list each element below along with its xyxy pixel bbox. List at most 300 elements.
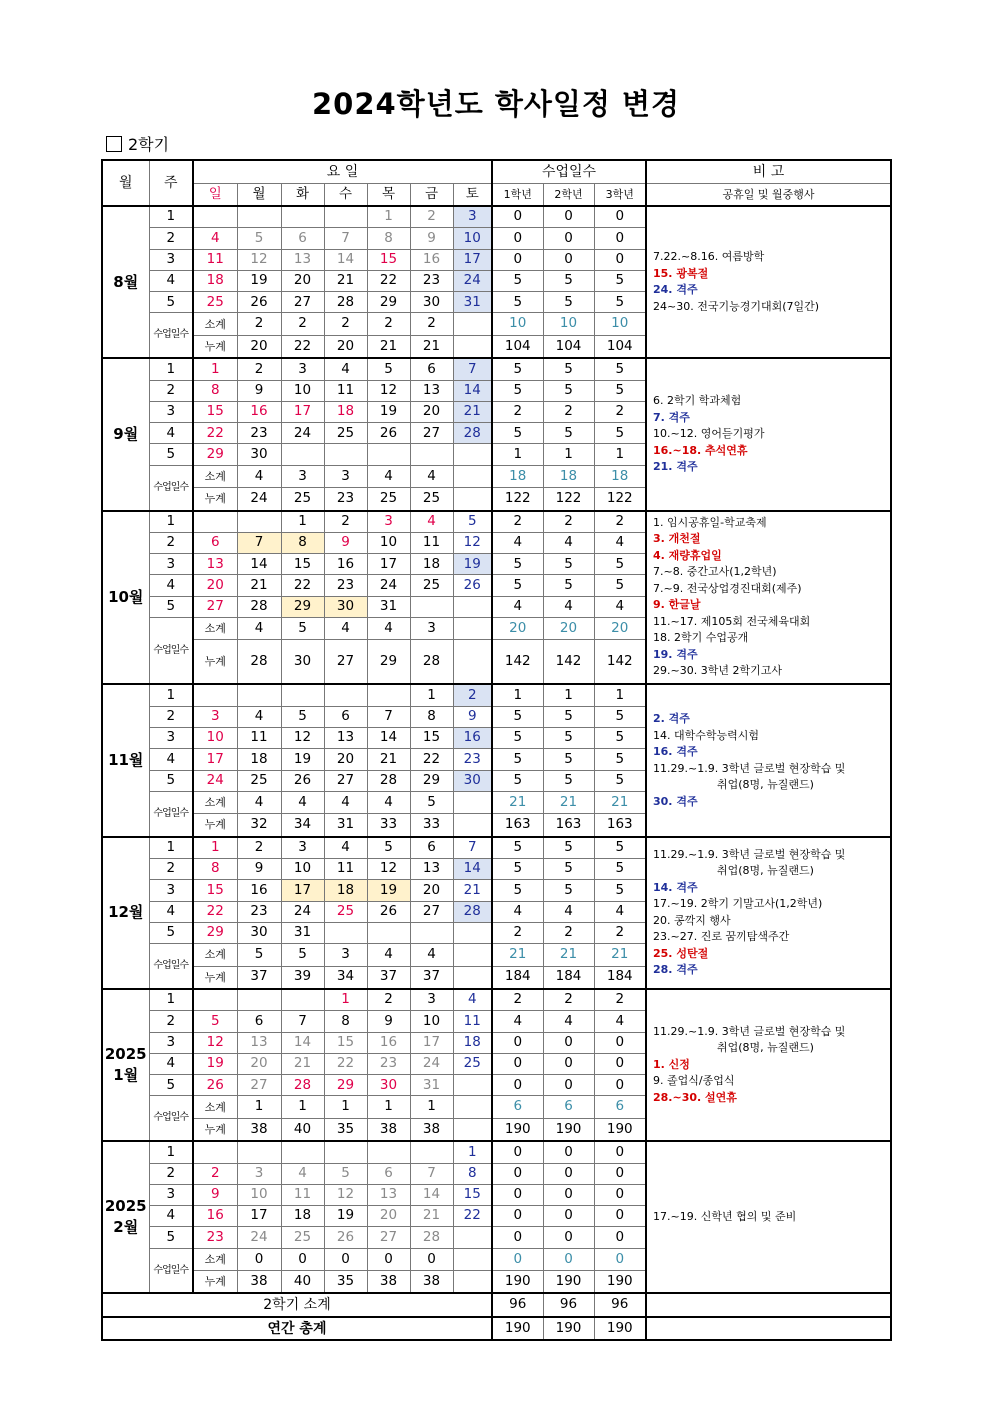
week-number: 4 (149, 423, 193, 444)
cumulative-grade: 184 (594, 966, 646, 989)
day-cell: 12 (237, 249, 281, 270)
cumulative-empty (453, 814, 492, 837)
header-days-group: 요 일 (193, 160, 492, 184)
day-cell: 10 (281, 380, 324, 401)
day-cell: 3 (281, 837, 324, 859)
week-number: 4 (149, 1206, 193, 1227)
day-cell (410, 596, 453, 617)
cumulative-day: 37 (410, 966, 453, 989)
class-days-cell: 1 (492, 444, 543, 465)
day-cell: 26 (324, 1227, 367, 1248)
class-days-cell: 5 (492, 837, 543, 859)
note-item: 21. 격주 (653, 460, 698, 474)
day-cell: 8 (453, 1163, 492, 1184)
day-cell: 17 (410, 1032, 453, 1053)
note-item: 6. 2학기 학과체험 (653, 394, 742, 408)
note-item: 3. 개천절 (653, 532, 701, 546)
cumulative-day: 39 (281, 966, 324, 989)
cumulative-day: 33 (367, 814, 410, 837)
cumulative-day: 25 (367, 488, 410, 511)
week-number: 2 (149, 858, 193, 879)
day-cell: 7 (281, 1011, 324, 1032)
class-days-cell: 4 (492, 1011, 543, 1032)
day-cell (281, 1141, 324, 1163)
day-cell: 27 (324, 770, 367, 791)
class-days-cell: 0 (543, 1206, 594, 1227)
day-cell (453, 444, 492, 465)
day-cell (453, 596, 492, 617)
day-cell: 6 (237, 1011, 281, 1032)
subtotal-grade: 10 (543, 313, 594, 335)
cumulative-grade: 184 (543, 966, 594, 989)
day-cell: 25 (324, 901, 367, 922)
cumulative-day: 30 (281, 640, 324, 685)
week-row (102, 358, 891, 380)
month-notes (646, 989, 891, 1141)
day-cell: 6 (193, 532, 237, 553)
day-cell: 3 (237, 1163, 281, 1184)
day-cell: 5 (324, 1163, 367, 1184)
annual-total-row-grade: 190 (543, 1317, 594, 1340)
day-cell: 11 (237, 728, 281, 749)
class-days-cell: 0 (543, 1163, 594, 1184)
day-cell: 4 (410, 511, 453, 533)
day-cell: 18 (281, 1206, 324, 1227)
day-cell: 29 (324, 1075, 367, 1096)
day-cell (453, 1075, 492, 1096)
header-grade-1: 1학년 (492, 184, 543, 207)
class-days-cell: 0 (492, 1184, 543, 1205)
month-notes (646, 837, 891, 989)
class-days-cell: 2 (543, 989, 594, 1011)
subtotal-day: 0 (237, 1248, 281, 1270)
day-cell: 21 (453, 401, 492, 422)
week-row (102, 1141, 891, 1163)
note-item: 24~30. 전국기능경기대회(7일간) (653, 299, 820, 313)
day-cell: 30 (367, 1075, 410, 1096)
cumulative-grade: 104 (543, 335, 594, 358)
week-number: 2 (149, 228, 193, 249)
month-label (102, 837, 149, 989)
cumulative-grade: 163 (543, 814, 594, 837)
subtotal-grade: 0 (492, 1248, 543, 1270)
subtotal-day: 1 (281, 1096, 324, 1118)
class-days-cell: 5 (543, 270, 594, 291)
day-cell (410, 1141, 453, 1163)
day-cell: 24 (281, 423, 324, 444)
note-item: 14. 격주 (653, 880, 698, 894)
day-cell: 5 (281, 706, 324, 727)
subtotal-grade: 21 (543, 944, 594, 966)
note-item: 28.~30. 설연휴 (653, 1090, 737, 1104)
cumulative-empty (453, 335, 492, 358)
class-days-label: 수업일수 (149, 1248, 193, 1293)
day-cell: 28 (453, 901, 492, 922)
note-item: 취업(8명, 뉴질랜드) (717, 864, 814, 878)
class-days-cell: 5 (492, 292, 543, 313)
class-days-cell: 5 (492, 749, 543, 770)
day-cell: 8 (410, 706, 453, 727)
day-cell: 13 (410, 380, 453, 401)
month-label (102, 684, 149, 836)
class-days-cell: 0 (543, 249, 594, 270)
week-number: 4 (149, 575, 193, 596)
month-label (102, 1141, 149, 1293)
week-number: 3 (149, 1184, 193, 1205)
class-days-cell: 0 (543, 206, 594, 228)
class-days-cell: 0 (543, 1184, 594, 1205)
day-cell: 13 (281, 249, 324, 270)
day-cell: 23 (324, 575, 367, 596)
class-days-cell: 5 (492, 270, 543, 291)
class-days-cell: 4 (543, 1011, 594, 1032)
subtotal-grade: 6 (594, 1096, 646, 1118)
day-cell: 21 (324, 270, 367, 291)
day-cell (324, 922, 367, 943)
day-cell: 26 (453, 575, 492, 596)
day-cell: 8 (193, 380, 237, 401)
header-remarks-sub: 공휴일 및 월중행사 (646, 184, 891, 207)
class-days-cell: 5 (594, 575, 646, 596)
week-number: 1 (149, 511, 193, 533)
week-number: 2 (149, 380, 193, 401)
header-day-wed: 수 (324, 184, 367, 207)
class-days-cell: 5 (543, 358, 594, 380)
subtotal-day: 2 (367, 313, 410, 335)
day-cell: 27 (281, 292, 324, 313)
note-item: 2. 격주 (653, 712, 690, 726)
class-days-cell: 2 (492, 511, 543, 533)
note-item: 7.22.~8.16. 여름방학 (653, 250, 765, 264)
day-cell (237, 684, 281, 706)
cumulative-day: 35 (324, 1118, 367, 1141)
day-cell: 20 (237, 1053, 281, 1074)
week-number: 5 (149, 596, 193, 617)
day-cell: 28 (281, 1075, 324, 1096)
cumulative-day: 20 (237, 335, 281, 358)
day-cell: 10 (453, 228, 492, 249)
day-cell: 11 (193, 249, 237, 270)
class-days-cell: 0 (492, 1032, 543, 1053)
month-label-line: 8월 (113, 272, 139, 291)
class-days-cell: 5 (492, 575, 543, 596)
day-cell: 28 (453, 423, 492, 444)
subtotal-day: 5 (410, 791, 453, 813)
cumulative-grade: 190 (594, 1271, 646, 1294)
week-row (102, 684, 891, 706)
day-cell: 21 (453, 880, 492, 901)
subtotal-grade: 21 (594, 944, 646, 966)
day-cell: 19 (324, 1206, 367, 1227)
note-item: 17.~19. 신학년 협의 및 준비 (653, 1210, 797, 1224)
header-day-fri: 금 (410, 184, 453, 207)
day-cell: 24 (453, 270, 492, 291)
week-row (102, 511, 891, 533)
day-cell: 14 (324, 249, 367, 270)
day-cell: 28 (410, 1227, 453, 1248)
subtotal-empty (453, 313, 492, 335)
day-cell: 11 (281, 1184, 324, 1205)
month-label-line: 10월 (108, 587, 144, 606)
day-cell: 23 (237, 423, 281, 444)
day-cell: 11 (410, 532, 453, 553)
cumulative-empty (453, 1118, 492, 1141)
day-cell: 6 (324, 706, 367, 727)
day-cell: 20 (367, 1206, 410, 1227)
class-days-cell: 5 (543, 380, 594, 401)
class-days-cell: 0 (594, 206, 646, 228)
day-cell: 19 (237, 270, 281, 291)
subtotal-grade: 20 (492, 618, 543, 640)
day-cell: 3 (453, 206, 492, 228)
day-cell: 4 (324, 837, 367, 859)
week-number: 4 (149, 270, 193, 291)
cumulative-day: 24 (237, 488, 281, 511)
class-days-label: 수업일수 (149, 944, 193, 989)
cumulative-empty (453, 488, 492, 511)
subtotal-day: 0 (281, 1248, 324, 1270)
subtotal-grade: 20 (594, 618, 646, 640)
subtotal-label: 소계 (193, 618, 237, 640)
class-days-cell: 0 (594, 1053, 646, 1074)
week-number: 1 (149, 989, 193, 1011)
week-number: 4 (149, 1053, 193, 1074)
day-cell: 10 (281, 858, 324, 879)
day-cell: 16 (453, 728, 492, 749)
subtotal-day: 1 (324, 1096, 367, 1118)
month-notes (646, 511, 891, 685)
day-cell: 22 (367, 270, 410, 291)
day-cell: 8 (193, 858, 237, 879)
subtotal-grade: 0 (543, 1248, 594, 1270)
day-cell: 25 (281, 1227, 324, 1248)
day-cell: 10 (367, 532, 410, 553)
week-number: 3 (149, 554, 193, 575)
cumulative-grade: 142 (492, 640, 543, 685)
class-days-cell: 5 (594, 770, 646, 791)
note-item: 1. 신정 (653, 1057, 690, 1071)
day-cell: 29 (410, 770, 453, 791)
subtotal-empty (453, 1096, 492, 1118)
subtotal-day: 3 (324, 944, 367, 966)
class-days-cell: 5 (543, 728, 594, 749)
week-number: 2 (149, 706, 193, 727)
subtotal-day: 5 (281, 944, 324, 966)
day-cell (410, 922, 453, 943)
day-cell: 24 (367, 575, 410, 596)
day-cell: 19 (193, 1053, 237, 1074)
header-week: 주 (149, 160, 193, 206)
header-day-tue: 화 (281, 184, 324, 207)
page-title: 2024학년도 학사일정 변경 (311, 87, 681, 121)
day-cell: 23 (367, 1053, 410, 1074)
day-cell: 22 (193, 901, 237, 922)
cumulative-day: 20 (324, 335, 367, 358)
month-label-line: 1월 (113, 1066, 139, 1085)
month-label-line: 2025 (104, 1197, 147, 1216)
subtotal-day: 4 (237, 465, 281, 487)
day-cell: 4 (237, 706, 281, 727)
cumulative-grade: 190 (492, 1271, 543, 1294)
note-item: 18. 2학기 수업공개 (653, 631, 749, 645)
cumulative-day: 32 (237, 814, 281, 837)
day-cell: 30 (324, 596, 367, 617)
day-cell: 28 (367, 770, 410, 791)
day-cell: 27 (237, 1075, 281, 1096)
class-days-cell: 0 (543, 1053, 594, 1074)
day-cell: 9 (193, 1184, 237, 1205)
day-cell: 12 (324, 1184, 367, 1205)
day-cell: 18 (324, 401, 367, 422)
class-days-cell: 0 (594, 1227, 646, 1248)
day-cell: 19 (367, 880, 410, 901)
cumulative-day: 34 (324, 966, 367, 989)
day-cell: 15 (281, 554, 324, 575)
header-row-top (102, 160, 891, 184)
cumulative-day: 25 (281, 488, 324, 511)
day-cell: 4 (324, 358, 367, 380)
day-cell: 21 (410, 1206, 453, 1227)
subtotal-day: 4 (324, 791, 367, 813)
header-day-thu: 목 (367, 184, 410, 207)
cumulative-day: 21 (410, 335, 453, 358)
day-cell: 25 (237, 770, 281, 791)
day-cell (367, 444, 410, 465)
class-days-cell: 0 (543, 228, 594, 249)
class-days-cell: 4 (492, 901, 543, 922)
class-days-cell: 2 (492, 922, 543, 943)
class-days-cell: 2 (492, 401, 543, 422)
note-item: 9. 한글날 (653, 598, 701, 612)
class-days-cell: 0 (543, 1075, 594, 1096)
cumulative-grade: 104 (594, 335, 646, 358)
day-cell (324, 444, 367, 465)
week-number: 3 (149, 880, 193, 901)
day-cell: 13 (367, 1184, 410, 1205)
week-row (102, 989, 891, 1011)
day-cell: 14 (367, 728, 410, 749)
subtotal-day: 4 (410, 465, 453, 487)
day-cell: 1 (367, 206, 410, 228)
class-days-cell: 5 (492, 706, 543, 727)
class-days-cell: 5 (594, 880, 646, 901)
class-days-cell: 5 (543, 880, 594, 901)
day-cell: 30 (237, 444, 281, 465)
class-days-cell: 1 (594, 444, 646, 465)
class-days-cell: 5 (543, 770, 594, 791)
week-number: 4 (149, 901, 193, 922)
day-cell: 16 (237, 880, 281, 901)
day-cell (237, 1141, 281, 1163)
day-cell: 2 (367, 989, 410, 1011)
class-days-cell: 2 (594, 922, 646, 943)
header-grade-3: 3학년 (594, 184, 646, 207)
day-cell: 19 (367, 401, 410, 422)
subtotal-empty (453, 1248, 492, 1270)
class-days-cell: 0 (492, 1163, 543, 1184)
day-cell (193, 1141, 237, 1163)
day-cell: 3 (367, 511, 410, 533)
day-cell: 22 (281, 575, 324, 596)
class-days-cell: 2 (594, 511, 646, 533)
cumulative-day: 40 (281, 1271, 324, 1294)
semester-total-row-grade: 96 (492, 1293, 543, 1316)
week-number: 3 (149, 249, 193, 270)
day-cell: 13 (193, 554, 237, 575)
day-cell (193, 206, 237, 228)
cumulative-day: 38 (237, 1271, 281, 1294)
class-days-cell: 5 (492, 770, 543, 791)
cumulative-label: 누계 (193, 640, 237, 685)
day-cell: 1 (410, 684, 453, 706)
day-cell: 29 (367, 292, 410, 313)
day-cell: 17 (281, 880, 324, 901)
cumulative-day: 29 (367, 640, 410, 685)
day-cell (237, 206, 281, 228)
subtotal-day: 0 (410, 1248, 453, 1270)
cumulative-grade: 190 (543, 1271, 594, 1294)
day-cell: 29 (281, 596, 324, 617)
day-cell (237, 511, 281, 533)
day-cell: 9 (410, 228, 453, 249)
week-number: 2 (149, 1163, 193, 1184)
class-days-cell: 4 (492, 596, 543, 617)
note-item: 20. 콩깍지 행사 (653, 913, 731, 927)
day-cell: 14 (281, 1032, 324, 1053)
cumulative-grade: 190 (594, 1118, 646, 1141)
month-notes (646, 684, 891, 836)
day-cell (367, 922, 410, 943)
header-day-sun: 일 (193, 184, 237, 207)
day-cell: 1 (193, 358, 237, 380)
day-cell: 21 (367, 749, 410, 770)
day-cell: 22 (324, 1053, 367, 1074)
day-cell: 15 (193, 401, 237, 422)
class-days-cell: 5 (543, 837, 594, 859)
cumulative-day: 22 (281, 335, 324, 358)
note-item: 11.29.~1.9. 3학년 글로벌 현장학습 및 (653, 761, 846, 775)
cumulative-day: 38 (410, 1271, 453, 1294)
day-cell (281, 444, 324, 465)
day-cell: 7 (453, 358, 492, 380)
header-row-sub (102, 184, 891, 207)
day-cell: 22 (410, 749, 453, 770)
day-cell: 30 (453, 770, 492, 791)
day-cell: 14 (453, 858, 492, 879)
class-days-label: 수업일수 (149, 1096, 193, 1141)
section-heading (106, 132, 169, 155)
day-cell: 31 (367, 596, 410, 617)
class-days-cell: 0 (492, 206, 543, 228)
cumulative-grade: 190 (543, 1118, 594, 1141)
note-item: 1. 임시공휴일-학교축제 (653, 515, 767, 529)
day-cell: 20 (410, 880, 453, 901)
week-number: 5 (149, 292, 193, 313)
day-cell: 6 (410, 358, 453, 380)
week-number: 5 (149, 770, 193, 791)
day-cell: 25 (324, 423, 367, 444)
month-notes (646, 206, 891, 358)
class-days-cell: 4 (543, 901, 594, 922)
day-cell: 16 (410, 249, 453, 270)
subtotal-day: 2 (237, 313, 281, 335)
cumulative-grade: 142 (594, 640, 646, 685)
day-cell: 17 (367, 554, 410, 575)
subtotal-grade: 21 (492, 944, 543, 966)
day-cell: 27 (193, 596, 237, 617)
day-cell: 16 (237, 401, 281, 422)
note-item: 10.~12. 영어듣기평가 (653, 427, 765, 441)
